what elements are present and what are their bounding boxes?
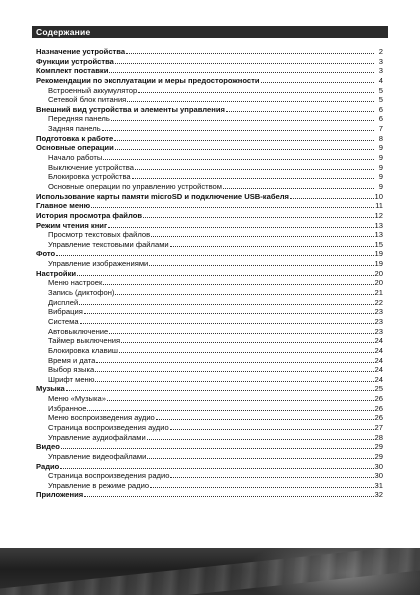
toc-leader-dots — [66, 389, 374, 391]
toc-subsection[interactable] — [36, 288, 383, 298]
toc-leader-dots — [132, 177, 374, 179]
toc-leader-dots — [115, 148, 374, 150]
toc-entry-title: Сетевой блок питания — [48, 95, 127, 105]
toc-leader-dots — [87, 409, 373, 411]
toc-leader-dots — [60, 467, 373, 469]
toc-subsection[interactable] — [36, 413, 383, 423]
toc-entry-title: Управление видеофайлами — [48, 451, 147, 461]
toc-page-number: 30 — [374, 461, 383, 471]
toc-leader-dots — [95, 380, 373, 382]
toc-entry-title: Блокировка клавиш — [48, 345, 118, 355]
toc-section[interactable] — [36, 442, 383, 452]
toc-page-number: 5 — [378, 95, 383, 105]
toc-leader-dots — [119, 351, 374, 353]
toc-leader-dots — [170, 476, 373, 478]
section-title: Содержание — [36, 27, 91, 37]
toc-page-number: 12 — [374, 210, 383, 220]
toc-page-number: 9 — [378, 181, 383, 191]
toc-entry-title: Управление аудиофайлами — [48, 432, 146, 442]
toc-entry-title: Передняя панель — [48, 114, 110, 124]
toc-entry-title: Страница воспроизведения радио — [48, 471, 170, 481]
toc-entry-title: Назначение устройства — [36, 47, 126, 56]
toc-entry-title: Таймер выключения — [48, 336, 121, 346]
toc-leader-dots — [147, 438, 374, 440]
toc-section[interactable] — [36, 211, 383, 221]
toc-entry-title: Вибрация — [48, 307, 83, 317]
toc-entry-title: Управление изображениями — [48, 259, 149, 269]
toc-entry-title: Подготовка к работе — [36, 133, 114, 143]
toc-page-number: 9 — [378, 153, 383, 163]
toc-entry-title: Основные операции — [36, 143, 114, 153]
toc-leader-dots — [261, 81, 374, 83]
toc-entry-title: Радио — [36, 461, 60, 471]
toc-entry-title: Использование карты памяти microSD и подключение USB-кабеля — [36, 191, 289, 201]
toc-entry-title: Выбор языка — [48, 365, 95, 375]
toc-subsection[interactable] — [36, 317, 383, 327]
toc-entry-title: Фото — [36, 249, 56, 259]
toc-subsection[interactable] — [36, 182, 383, 192]
toc-section[interactable] — [36, 490, 383, 500]
toc-page-number: 23 — [374, 307, 383, 317]
toc-section[interactable] — [36, 47, 383, 57]
toc-page-number: 6 — [378, 104, 383, 114]
toc-leader-dots — [103, 283, 373, 285]
section-header — [32, 26, 388, 38]
toc-page-number: 11 — [375, 201, 383, 211]
toc-subsection[interactable] — [36, 307, 383, 317]
toc-subsection[interactable] — [36, 114, 383, 124]
toc-subsection[interactable] — [36, 298, 383, 308]
toc-subsection[interactable] — [36, 230, 383, 240]
toc-entry-title: Запись (диктофон) — [48, 288, 115, 298]
toc-leader-dots — [126, 52, 374, 54]
toc-entry-title: Управление текстовыми файлами — [48, 239, 169, 249]
toc-subsection[interactable] — [36, 375, 383, 385]
toc-entry-title: Встроенный аккумулятор — [48, 85, 138, 95]
toc-page-number: 29 — [374, 451, 383, 461]
toc-page-number: 9 — [378, 162, 383, 172]
toc-page-number: 21 — [374, 288, 383, 298]
toc-leader-dots — [56, 254, 373, 256]
toc-leader-dots — [109, 332, 373, 334]
toc-leader-dots — [115, 293, 373, 295]
toc-subsection[interactable] — [36, 327, 383, 337]
toc-section[interactable] — [36, 134, 383, 144]
toc-page-number: 26 — [374, 413, 383, 423]
toc-entry-title: Дисплей — [48, 297, 79, 307]
toc-leader-dots — [114, 139, 374, 141]
toc-leader-dots — [290, 197, 374, 199]
toc-section[interactable] — [36, 105, 383, 115]
toc-subsection[interactable] — [36, 172, 383, 182]
toc-entry-title: Главное меню — [36, 201, 91, 211]
toc-subsection[interactable] — [36, 404, 383, 414]
toc-page-number: 8 — [378, 133, 383, 143]
toc-page-number: 26 — [374, 403, 383, 413]
toc-subsection[interactable] — [36, 346, 383, 356]
toc-page-number: 30 — [374, 471, 383, 481]
toc-section[interactable] — [36, 462, 383, 472]
toc-section[interactable] — [36, 269, 383, 279]
toc-entry-title: Основные операции по управлению устройством — [48, 181, 222, 191]
toc-leader-dots — [149, 264, 373, 266]
toc-page-number: 4 — [378, 75, 383, 85]
toc-leader-dots — [107, 399, 374, 401]
toc-leader-dots — [121, 341, 373, 343]
toc-section[interactable] — [36, 384, 383, 394]
toc-page-number: 22 — [374, 297, 383, 307]
toc-section[interactable] — [36, 249, 383, 259]
toc-page-number: 20 — [374, 268, 383, 278]
toc-page-number: 27 — [374, 422, 383, 432]
toc-entry-title: Меню «Музыка» — [48, 394, 106, 404]
toc-entry-title: Внешний вид устройства и элементы управления — [36, 104, 225, 114]
toc-entry-title: Блокировка устройства — [48, 172, 131, 182]
toc-leader-dots — [223, 187, 374, 189]
toc-leader-dots — [150, 486, 374, 488]
toc-page-number: 7 — [378, 124, 383, 134]
toc-page-number: 24 — [374, 336, 383, 346]
toc-entry-title: Избранное — [48, 403, 87, 413]
toc-entry-title: Меню воспроизведения аудио — [48, 413, 155, 423]
toc-subsection[interactable] — [36, 423, 383, 433]
toc-subsection[interactable] — [36, 95, 383, 105]
toc-page-number: 32 — [374, 490, 383, 500]
toc-leader-dots — [156, 418, 374, 420]
toc-page-number: 15 — [374, 239, 383, 249]
toc-section[interactable] — [36, 192, 383, 202]
toc-leader-dots — [61, 447, 374, 449]
toc-subsection[interactable] — [36, 153, 383, 163]
toc-leader-dots — [102, 129, 374, 131]
toc-entry-title: Функции устройства — [36, 56, 114, 66]
toc-page-number: 3 — [378, 56, 383, 66]
toc-page-number: 6 — [378, 114, 383, 124]
toc-page-number: 24 — [374, 365, 383, 375]
toc-page-number: 3 — [378, 66, 383, 76]
toc-subsection[interactable] — [36, 365, 383, 375]
toc-section[interactable] — [36, 57, 383, 67]
toc-entry-title: Меню настроек — [48, 278, 103, 288]
toc-entry-title: Начало работы — [48, 153, 103, 163]
toc-subsection[interactable] — [36, 259, 383, 269]
toc-page-number: 19 — [374, 249, 383, 259]
table-of-contents — [36, 47, 383, 500]
toc-page-number: 28 — [374, 432, 383, 442]
toc-section[interactable] — [36, 221, 383, 231]
toc-leader-dots — [151, 235, 373, 237]
toc-page-number: 10 — [374, 191, 383, 201]
toc-entry-title: Рекомендации по эксплуатации и меры предосторожности — [36, 75, 260, 85]
toc-leader-dots — [77, 274, 373, 276]
toc-subsection[interactable] — [36, 394, 383, 404]
toc-entry-title: Система — [48, 316, 79, 326]
toc-leader-dots — [147, 457, 373, 459]
toc-section[interactable] — [36, 143, 383, 153]
toc-subsection[interactable] — [36, 433, 383, 443]
toc-subsection[interactable] — [36, 481, 383, 491]
toc-entry-title: Просмотр текстовых файлов — [48, 230, 151, 240]
toc-leader-dots — [138, 91, 374, 93]
toc-leader-dots — [103, 158, 374, 160]
toc-page-number: 13 — [374, 220, 383, 230]
toc-leader-dots — [127, 100, 374, 102]
toc-entry-title: История просмотра файлов — [36, 210, 142, 220]
toc-section[interactable] — [36, 66, 383, 76]
toc-leader-dots — [84, 312, 374, 314]
toc-section[interactable] — [36, 201, 383, 211]
toc-leader-dots — [79, 303, 373, 305]
toc-leader-dots — [96, 361, 373, 363]
toc-leader-dots — [109, 71, 374, 73]
toc-page-number: 5 — [378, 85, 383, 95]
toc-page-number: 29 — [374, 442, 383, 452]
toc-leader-dots — [226, 110, 374, 112]
toc-page-number: 24 — [374, 355, 383, 365]
toc-leader-dots — [80, 322, 374, 324]
toc-subsection[interactable] — [36, 452, 383, 462]
toc-page-number: 25 — [374, 384, 383, 394]
footer-decoration — [0, 548, 420, 595]
toc-leader-dots — [111, 119, 374, 121]
toc-entry-title: Комплект поставки — [36, 66, 109, 76]
toc-page-number: 9 — [378, 143, 383, 153]
toc-entry-title: Задняя панель — [48, 124, 101, 134]
toc-entry-title: Автовыключение — [48, 326, 109, 336]
toc-page-number: 23 — [374, 316, 383, 326]
toc-entry-title: Шрифт меню — [48, 374, 95, 384]
toc-subsection[interactable] — [36, 86, 383, 96]
toc-entry-title: Выключение устройства — [48, 162, 134, 172]
toc-leader-dots — [91, 206, 374, 208]
toc-leader-dots — [143, 216, 374, 218]
toc-entry-title: Время и дата — [48, 355, 96, 365]
toc-leader-dots — [170, 428, 374, 430]
toc-leader-dots — [115, 62, 374, 64]
toc-page-number: 13 — [374, 230, 383, 240]
toc-page-number: 20 — [374, 278, 383, 288]
toc-entry-title: Видео — [36, 442, 60, 452]
toc-entry-title: Настройки — [36, 268, 77, 278]
toc-leader-dots — [84, 495, 373, 497]
toc-entry-title: Приложения — [36, 490, 84, 500]
toc-subsection[interactable] — [36, 163, 383, 173]
toc-page-number: 24 — [374, 345, 383, 355]
toc-subsection[interactable] — [36, 336, 383, 346]
toc-page-number: 9 — [378, 172, 383, 182]
toc-entry-title: Режим чтения книг — [36, 220, 108, 230]
toc-leader-dots — [108, 226, 373, 228]
toc-section[interactable] — [36, 76, 383, 86]
toc-entry-title: Страница воспроизведения аудио — [48, 422, 169, 432]
toc-entry-title: Управление в режиме радио — [48, 480, 150, 490]
toc-subsection[interactable] — [36, 356, 383, 366]
toc-subsection[interactable] — [36, 124, 383, 134]
toc-page-number: 24 — [374, 374, 383, 384]
toc-page-number: 2 — [378, 47, 383, 56]
toc-page-number: 23 — [374, 326, 383, 336]
toc-entry-title: Музыка — [36, 384, 65, 394]
toc-page-number: 26 — [374, 394, 383, 404]
toc-subsection[interactable] — [36, 240, 383, 250]
toc-leader-dots — [95, 370, 373, 372]
toc-subsection[interactable] — [36, 278, 383, 288]
toc-page-number: 31 — [374, 480, 383, 490]
toc-page-number: 19 — [374, 259, 383, 269]
toc-leader-dots — [170, 245, 374, 247]
toc-leader-dots — [135, 168, 374, 170]
toc-subsection[interactable] — [36, 471, 383, 481]
